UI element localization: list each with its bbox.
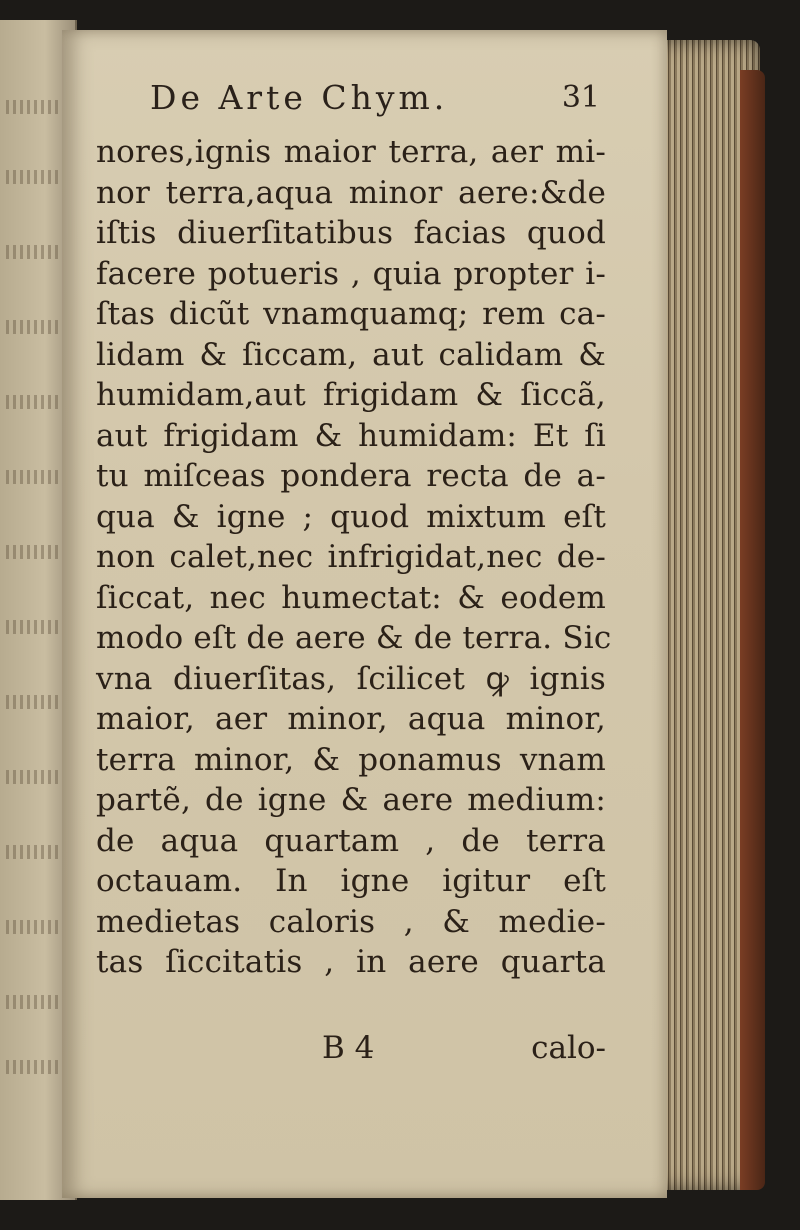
text-line: medietas caloris , & medie- <box>96 903 606 940</box>
show-through-text <box>6 170 61 184</box>
show-through-text <box>6 100 61 114</box>
text-line: non calet,nec infrigidat,nec de- <box>96 539 606 575</box>
page-header <box>150 78 600 128</box>
text-line: de aqua quartam , de terra <box>96 822 606 859</box>
text-line: terra minor, & ponamus vnam <box>96 741 606 778</box>
show-through-text <box>6 845 61 859</box>
text-line: tas ſiccitatis , in aere quarta <box>96 944 606 980</box>
text-line: vna diuerſitas, ſcilicet ꝙ ignis <box>96 660 606 697</box>
running-title: De Arte Chym. <box>150 78 449 117</box>
show-through-text <box>6 245 61 259</box>
page-number: 31 <box>561 80 600 115</box>
catchword: calo- <box>531 1030 606 1066</box>
text-line: lidam & ſiccam, aut calidam & <box>96 336 606 373</box>
text-line: ſiccat, nec humectat: & eodem <box>96 579 606 616</box>
show-through-text <box>6 695 61 709</box>
text-line: nor terra,aqua minor aere:&de <box>96 174 606 211</box>
text-line: tu miſceas pondera recta de a- <box>96 458 606 494</box>
show-through-text <box>6 995 61 1009</box>
book-cover-edge <box>740 70 765 1190</box>
text-line: facere potueris , quia propter i- <box>96 255 606 292</box>
show-through-text <box>6 395 61 409</box>
text-line: nores,ignis maior terra, aer mi- <box>96 134 606 170</box>
text-line: modo eſt de aere & de terra. Sic <box>96 620 612 656</box>
text-line: maior, aer minor, aqua minor, <box>96 701 606 737</box>
show-through-text <box>6 545 61 559</box>
show-through-text <box>6 920 61 934</box>
signature-mark: B 4 <box>322 1030 375 1066</box>
body-text <box>96 132 612 983</box>
text-line: partẽ, de igne & aere medium: <box>96 782 606 818</box>
show-through-text <box>6 470 61 484</box>
text-line: qua & igne ; quod mixtum eſt <box>96 498 606 535</box>
text-line: humidam,aut frigidam & ſiccã, <box>96 377 606 413</box>
show-through-text <box>6 320 61 334</box>
page-footer <box>96 1030 606 1074</box>
show-through-text <box>6 1060 61 1074</box>
show-through-text <box>6 770 61 784</box>
text-line: aut frigidam & humidam: Et ſi <box>96 417 606 454</box>
text-line: ſtas dicũt vnamquamq; rem ca- <box>96 296 606 332</box>
text-line: octauam. In igne igitur eſt <box>96 863 606 899</box>
text-line: iſtis diuerſitatibus facias quod <box>96 215 606 251</box>
show-through-text <box>6 620 61 634</box>
